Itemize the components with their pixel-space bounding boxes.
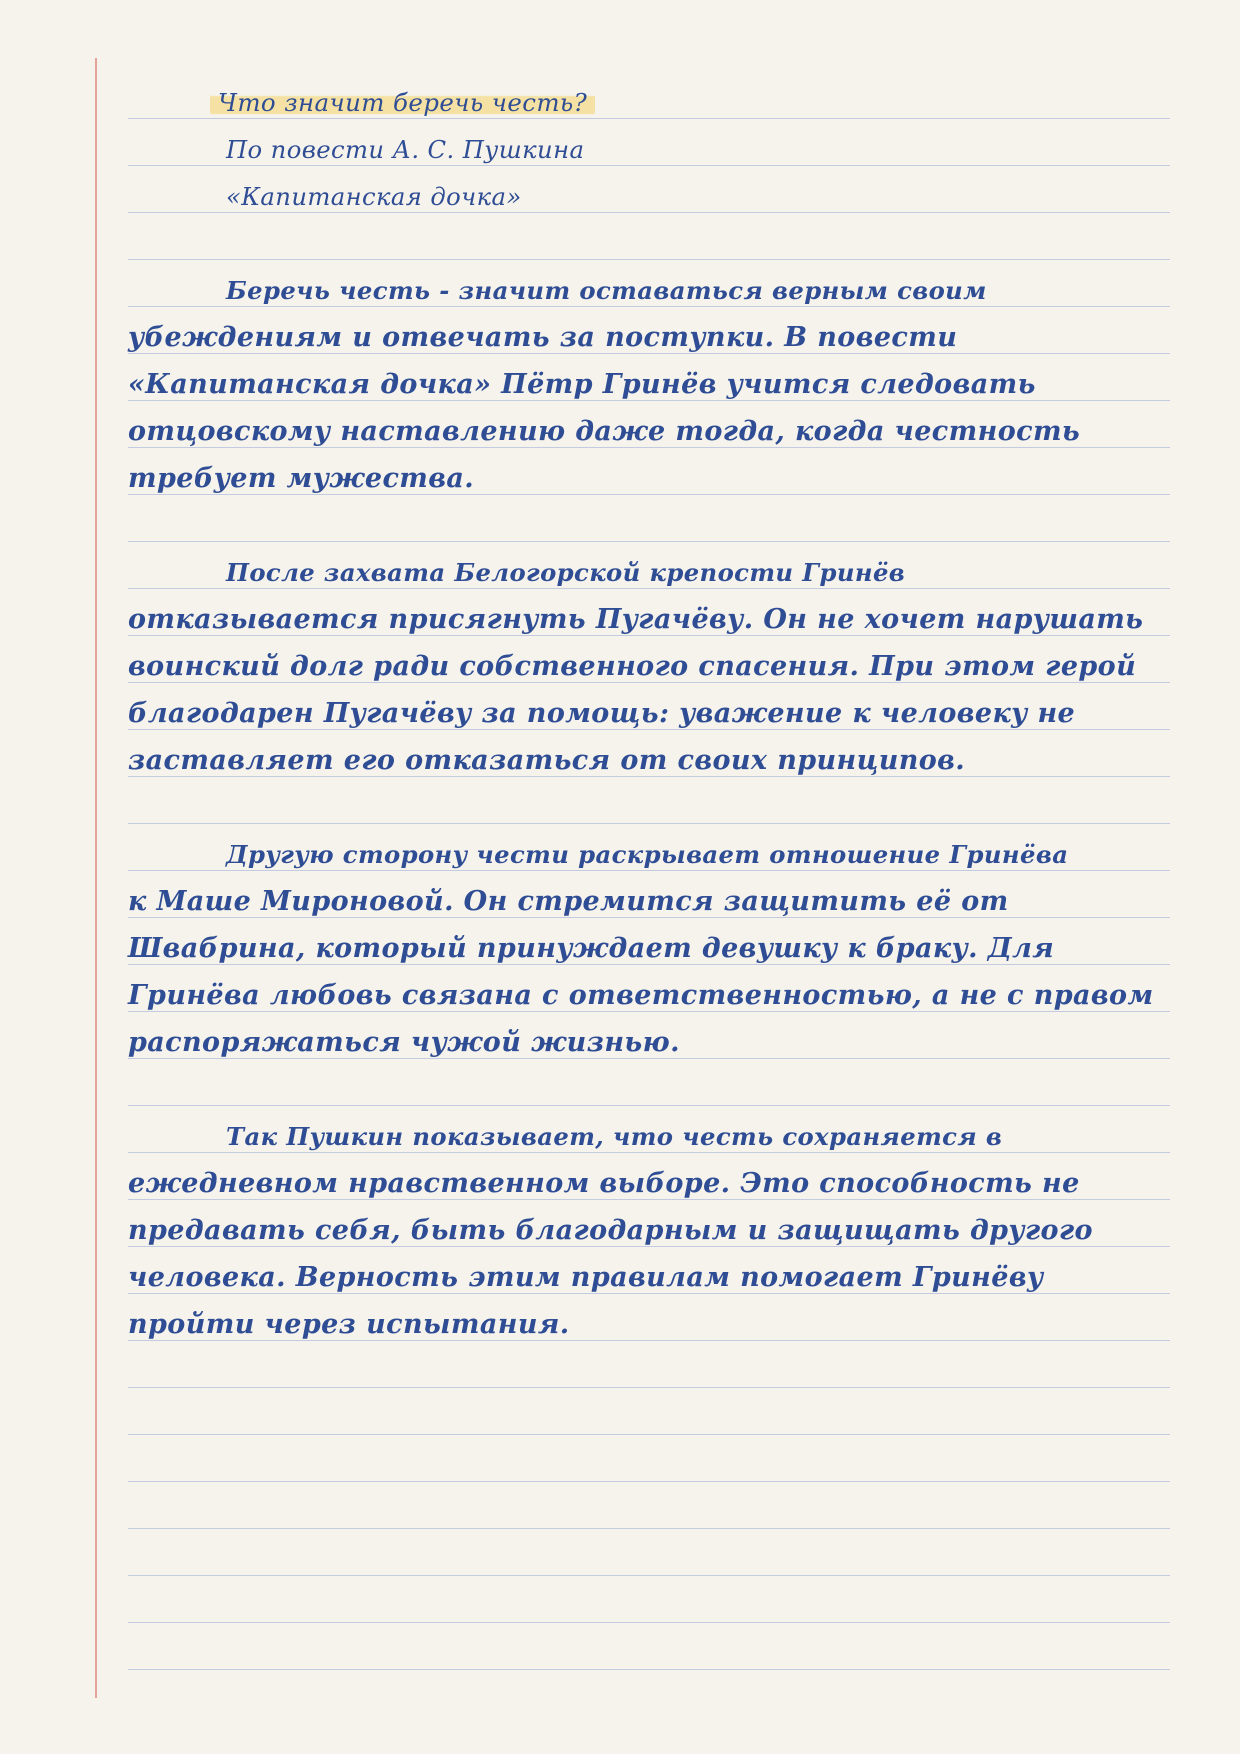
essay-subtitle-line-1: По повести А. С. Пушкина bbox=[226, 135, 585, 164]
ruled-line bbox=[128, 1434, 1170, 1435]
ruled-line bbox=[128, 541, 1170, 542]
margin-line bbox=[95, 58, 97, 1698]
paragraph-2-line-1: После захвата Белогорской крепости Гринёв bbox=[226, 558, 906, 587]
paragraph-4-line-1: Так Пушкин показывает, что честь сохраняется в bbox=[226, 1122, 1003, 1151]
ruled-line bbox=[128, 823, 1170, 824]
ruled-line bbox=[128, 1387, 1170, 1388]
essay-title bbox=[218, 83, 1240, 123]
paragraph-3-line-4: Гринёва любовь связана с ответственностью, а не с правом bbox=[128, 980, 1154, 1011]
paragraph-3-line-3: Швабрина, который принуждает девушку к браку. Для bbox=[128, 933, 1055, 964]
paragraph-1-line-4: отцовскому наставлению даже тогда, когда честность bbox=[128, 416, 1081, 447]
paragraph-2-line-4: благодарен Пугачёву за помощь: уважение к человеку не bbox=[128, 698, 1076, 729]
paragraph-2-line-2: отказывается присягнуть Пугачёву. Он не хочет нарушать bbox=[128, 604, 1144, 635]
ruled-line bbox=[128, 1575, 1170, 1576]
essay-subtitle-line-2: «Капитанская дочка» bbox=[226, 182, 522, 211]
ruled-line bbox=[128, 259, 1170, 260]
paragraph-4-line-2: ежедневном нравственном выборе. Это способность не bbox=[128, 1168, 1080, 1199]
ruled-line bbox=[128, 1669, 1170, 1670]
ruled-line bbox=[128, 1105, 1170, 1106]
ruled-line bbox=[128, 1528, 1170, 1529]
paragraph-2-line-5: заставляет его отказаться от своих принципов. bbox=[128, 745, 966, 776]
paragraph-1-line-3: «Капитанская дочка» Пётр Гринёв учится следовать bbox=[128, 369, 1036, 400]
paragraph-3-line-1: Другую сторону чести раскрывает отношение Гринёва bbox=[226, 840, 1069, 869]
paragraph-3-line-5: распоряжаться чужой жизнью. bbox=[128, 1027, 680, 1058]
paragraph-2-line-3: воинский долг ради собственного спасения. При этом герой bbox=[128, 651, 1137, 682]
essay-question: Что значит беречь честь? bbox=[210, 88, 595, 117]
paragraph-4-line-3: предавать себя, быть благодарным и защищать другого bbox=[128, 1215, 1093, 1246]
paragraph-4-line-5: пройти через испытания. bbox=[128, 1309, 570, 1340]
ruled-line bbox=[128, 1622, 1170, 1623]
paragraph-3-line-2: к Маше Мироновой. Он стремится защитить её от bbox=[128, 886, 1009, 917]
paragraph-1-line-5: требует мужества. bbox=[128, 463, 475, 494]
paragraph-1-line-1: Беречь честь - значит оставаться верным своим bbox=[226, 276, 987, 305]
paragraph-4-line-4: человека. Верность этим правилам помогает Гринёву bbox=[128, 1262, 1044, 1293]
paragraph-1-line-2: убеждениям и отвечать за поступки. В повести bbox=[128, 322, 958, 353]
ruled-line bbox=[128, 1481, 1170, 1482]
